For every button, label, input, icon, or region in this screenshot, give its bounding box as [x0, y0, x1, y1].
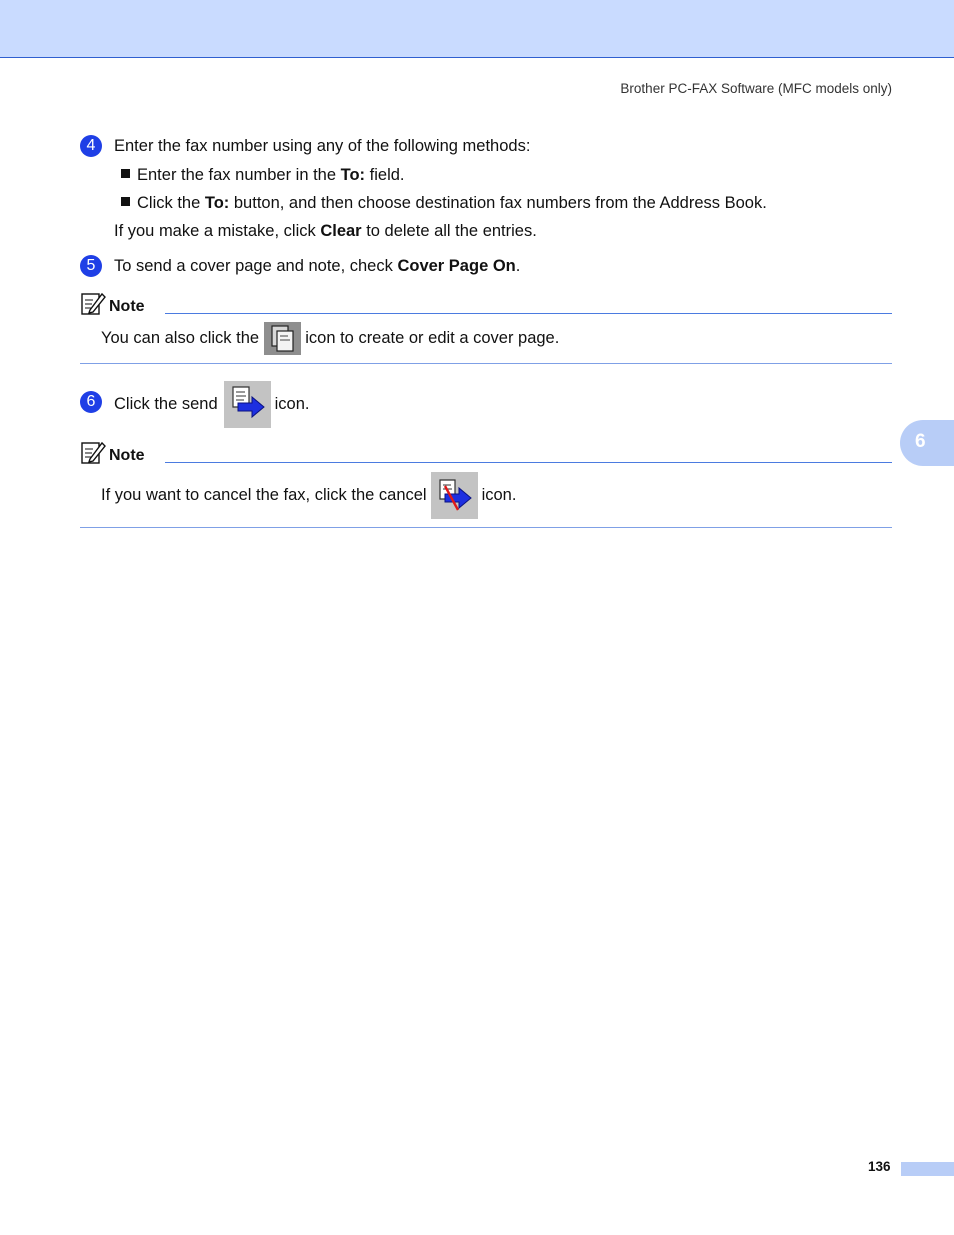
- note-1-header: [80, 290, 892, 316]
- note-pencil-icon: [80, 290, 106, 316]
- note-2-label: Note: [109, 447, 145, 464]
- page-number-bar: [901, 1162, 954, 1176]
- cancel-icon: [431, 472, 478, 519]
- note-1-rule: [165, 313, 892, 314]
- mistake-line: If you make a mistake, click Clear to delete all the entries.: [114, 222, 537, 240]
- running-header: Brother PC-FAX Software (MFC models only): [620, 81, 892, 96]
- note-2-end-rule: [80, 527, 892, 528]
- step-4: [80, 135, 530, 157]
- bullet-square-icon: [121, 169, 130, 178]
- bullet-item-1: Enter the fax number in the To: field.: [121, 166, 405, 185]
- note-2-header: [80, 439, 892, 465]
- note-1-end-rule: [80, 363, 892, 364]
- cover-page-icon: [264, 322, 301, 355]
- note-2-rule: [165, 462, 892, 463]
- step-number-4: 4: [80, 135, 102, 157]
- step-6-text: Click the send icon.: [114, 381, 310, 428]
- chapter-tab: 6: [900, 420, 954, 466]
- page-number: 136: [868, 1159, 891, 1174]
- step-4-text: Enter the fax number using any of the following methods:: [114, 136, 531, 155]
- note-pencil-icon: [80, 439, 106, 465]
- note-1-text: You can also click the icon to create or edit a cover page.: [101, 322, 559, 355]
- bullet-square-icon: [121, 197, 130, 206]
- bullet-item-2: Click the To: button, and then choose destination fax numbers from the Address Book.: [121, 194, 767, 213]
- step-number-6: 6: [80, 391, 102, 413]
- note-1-label: Note: [109, 298, 145, 315]
- top-band: [0, 0, 954, 58]
- send-icon: [224, 381, 271, 428]
- step-5: [80, 255, 520, 277]
- step-number-5: 5: [80, 255, 102, 277]
- note-2-text: If you want to cancel the fax, click the cancel icon.: [101, 472, 516, 519]
- step-5-text: To send a cover page and note, check Cover Page On.: [114, 256, 521, 275]
- step-6: [80, 381, 310, 428]
